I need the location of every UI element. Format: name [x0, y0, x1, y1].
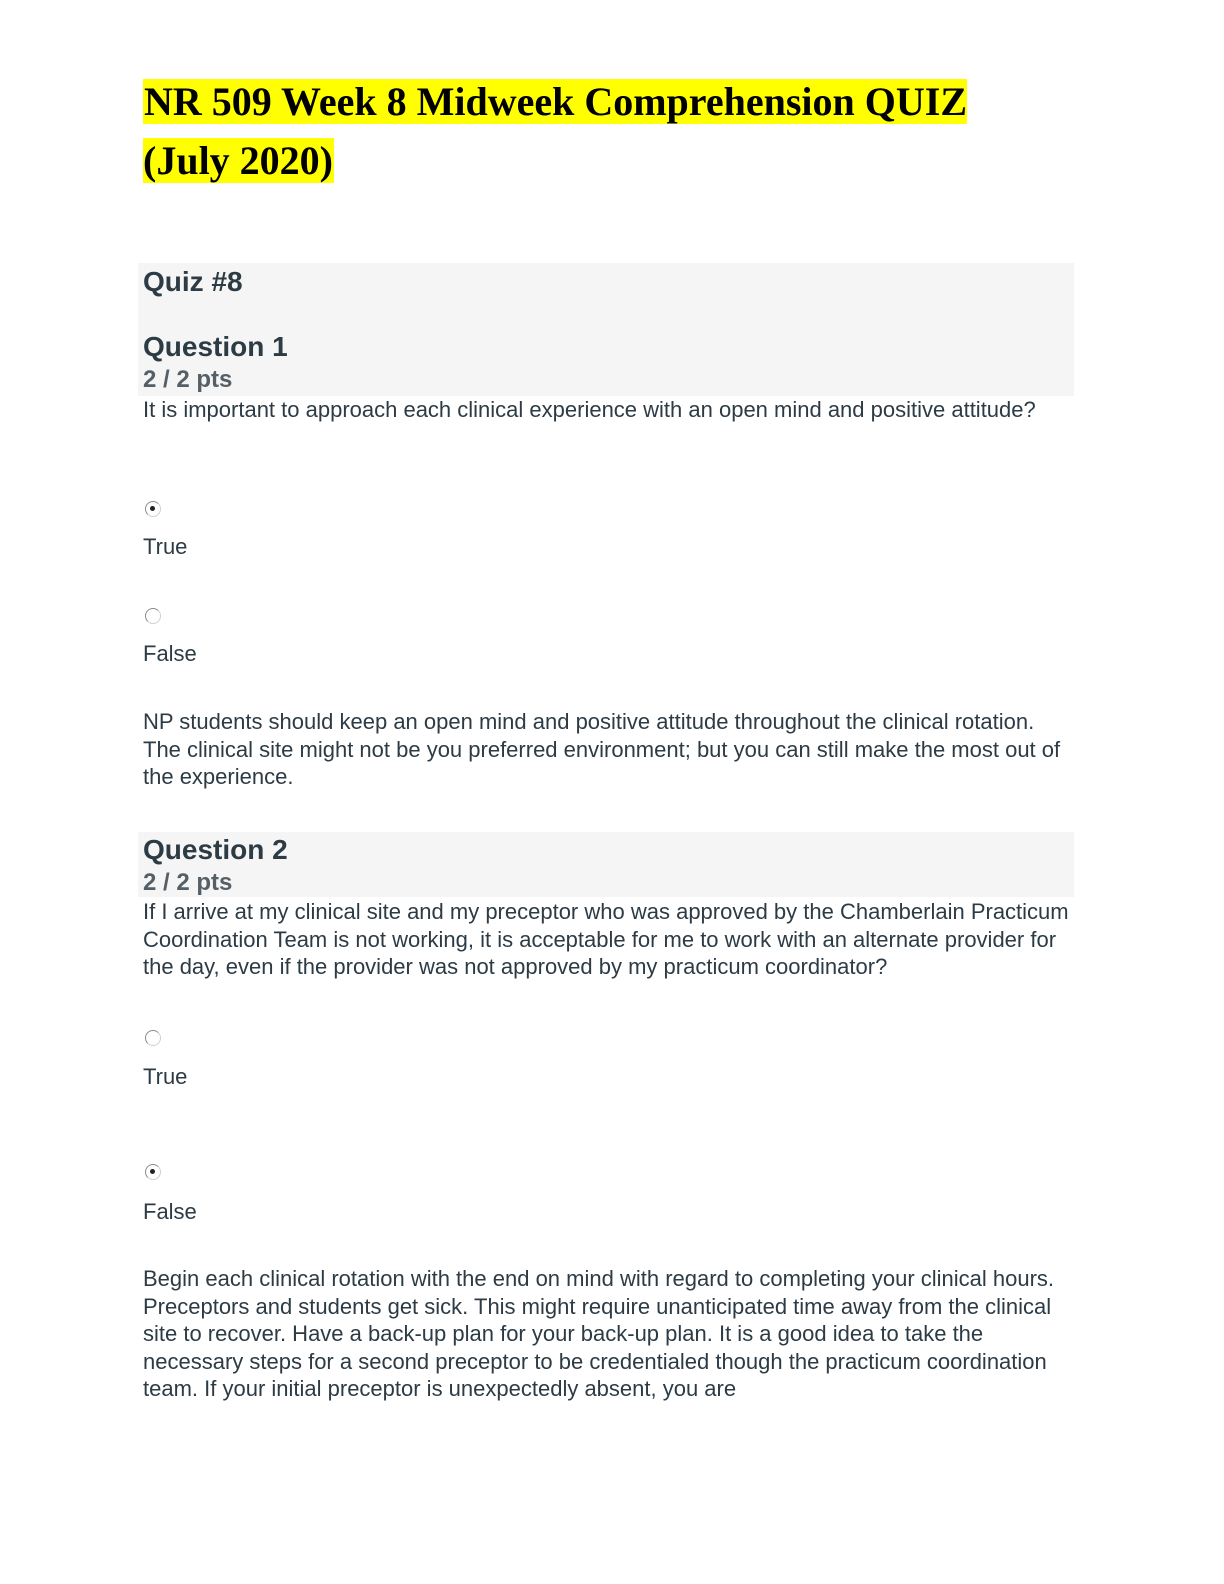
question-1-option-false-radio[interactable] — [145, 608, 161, 624]
question-2-option-false-radio[interactable] — [145, 1164, 161, 1180]
question-1-text: It is important to approach each clinical experience with an open mind and positive attitude? — [143, 397, 1036, 422]
question-2-text: If I arrive at my clinical site and my preceptor who was approved by the Chamberlain Practicum Coordination Team is not working, it is acceptable for me to work with an alternate provider for the day, even if the provider was not approved by my practicum coordinator? — [143, 899, 1069, 979]
question-2-feedback: Begin each clinical rotation with the end on mind with regard to completing your clinical hours. Preceptors and students get sick. This might require unanticipated time away from the clinical site to recover. Have a back-up plan for your back-up plan. It is a good idea to take the necessary steps for a second preceptor to be credentialed though the practicum coordination team. If your initial preceptor is unexpectedly absent, you are — [143, 1266, 1055, 1401]
question-2-heading: Question 2 — [143, 834, 288, 865]
question-1-option-false-label: False — [143, 641, 197, 666]
quiz-label: Quiz #8 — [143, 266, 243, 297]
question-1-feedback: NP students should keep an open mind and positive attitude throughout the clinical rotation. The clinical site might not be you preferred environment; but you can still make the most out of the experience. — [143, 709, 1061, 789]
question-1-points: 2 / 2 pts — [143, 366, 233, 393]
question-2-option-true-radio[interactable] — [145, 1030, 161, 1046]
question-1-heading: Question 1 — [143, 331, 288, 362]
question-1-option-true-radio[interactable] — [145, 501, 161, 517]
question-2-option-false-label: False — [143, 1199, 197, 1224]
question-1-option-true-label: True — [143, 534, 188, 559]
question-2-option-true-label: True — [143, 1064, 188, 1089]
question-2-points: 2 / 2 pts — [143, 869, 233, 896]
document-title-text: NR 509 Week 8 Midweek Comprehension QUIZ (July 2020) — [143, 79, 968, 183]
document-title — [143, 72, 1038, 190]
